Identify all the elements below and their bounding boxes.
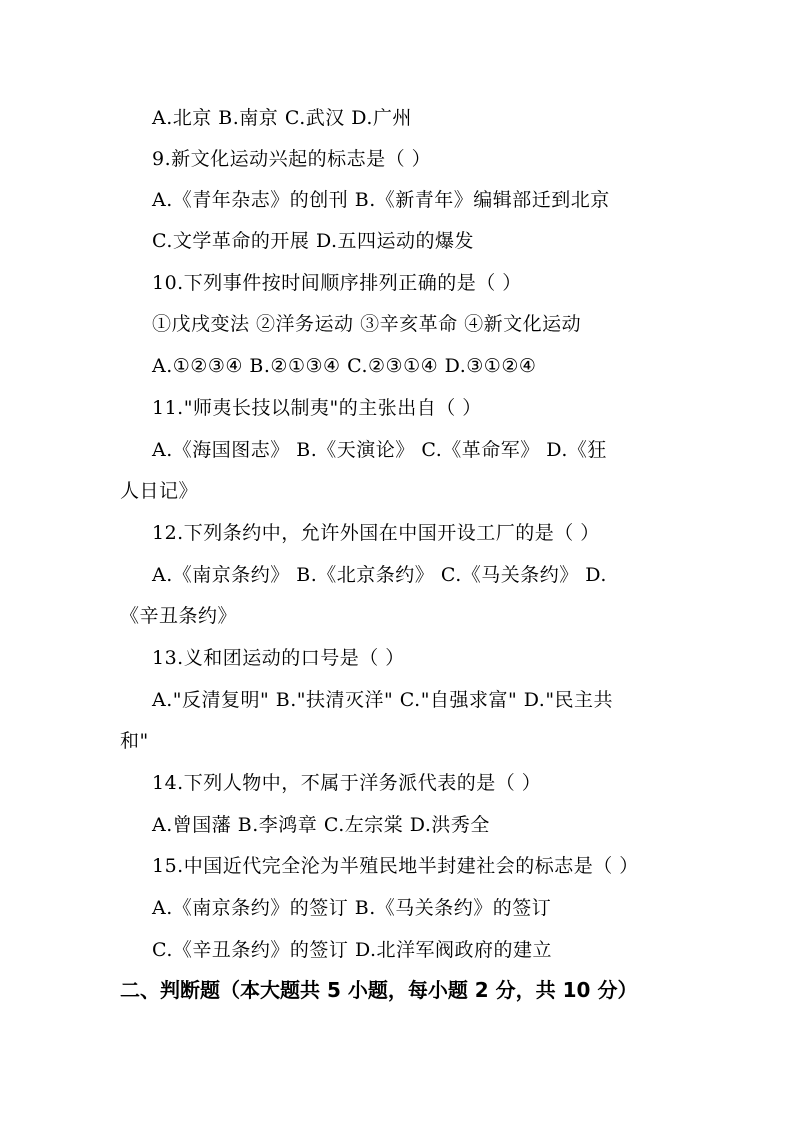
q10-question: 10.下列事件按时间顺序排列正确的是（ ） [152,272,522,294]
q13-options-line1: A."反清复明" B."扶清灭洋" C."自强求富" D."民主共 [152,689,614,711]
q15-question: 15.中国近代完全沦为半殖民地半封建社会的标志是（ ） [152,855,639,877]
q10-options: A.①②③④ B.②①③④ C.②③①④ D.③①②④ [152,355,537,377]
q11-options-line1: A.《海国图志》 B.《天演论》 C.《革命军》 D.《狂 [152,439,607,461]
q11-question: 11."师夷长技以制夷"的主张出自（ ） [152,397,482,419]
q9-question: 9.新文化运动兴起的标志是（ ） [152,148,432,170]
q11-options-line2: 人日记》 [120,480,199,502]
q12-options-line2: 《辛丑条约》 [120,605,238,627]
q14-question: 14.下列人物中，不属于洋务派代表的是（ ） [152,772,542,794]
q13-options-line2: 和" [120,730,149,752]
q12-question: 12.下列条约中，允许外国在中国开设工厂的是（ ） [152,522,600,544]
q13-question: 13.义和团运动的口号是（ ） [152,647,405,669]
q12-options-line1: A.《南京条约》 B.《北京条约》 C.《马关条约》 D. [152,564,607,586]
q15-options-line2: C.《辛丑条约》的签订 D.北洋军阀政府的建立 [152,939,553,961]
q14-options: A.曾国藩 B.李鸿章 C.左宗棠 D.洪秀全 [152,814,490,836]
q9-options-line1: A.《青年杂志》的创刊 B.《新青年》编辑部迁到北京 [152,189,610,211]
q9-options-line2: C.文学革命的开展 D.五四运动的爆发 [152,230,475,252]
section-heading-true-false: 二、判断题（本大题共 5 小题，每小题 2 分，共 10 分） [120,978,638,1002]
q15-options-line1: A.《南京条约》的签订 B.《马关条约》的签订 [152,897,552,919]
q8-options: A.北京 B.南京 C.武汉 D.广州 [152,107,412,129]
q10-events: ①戊戌变法 ②洋务运动 ③辛亥革命 ④新文化运动 [152,313,582,335]
